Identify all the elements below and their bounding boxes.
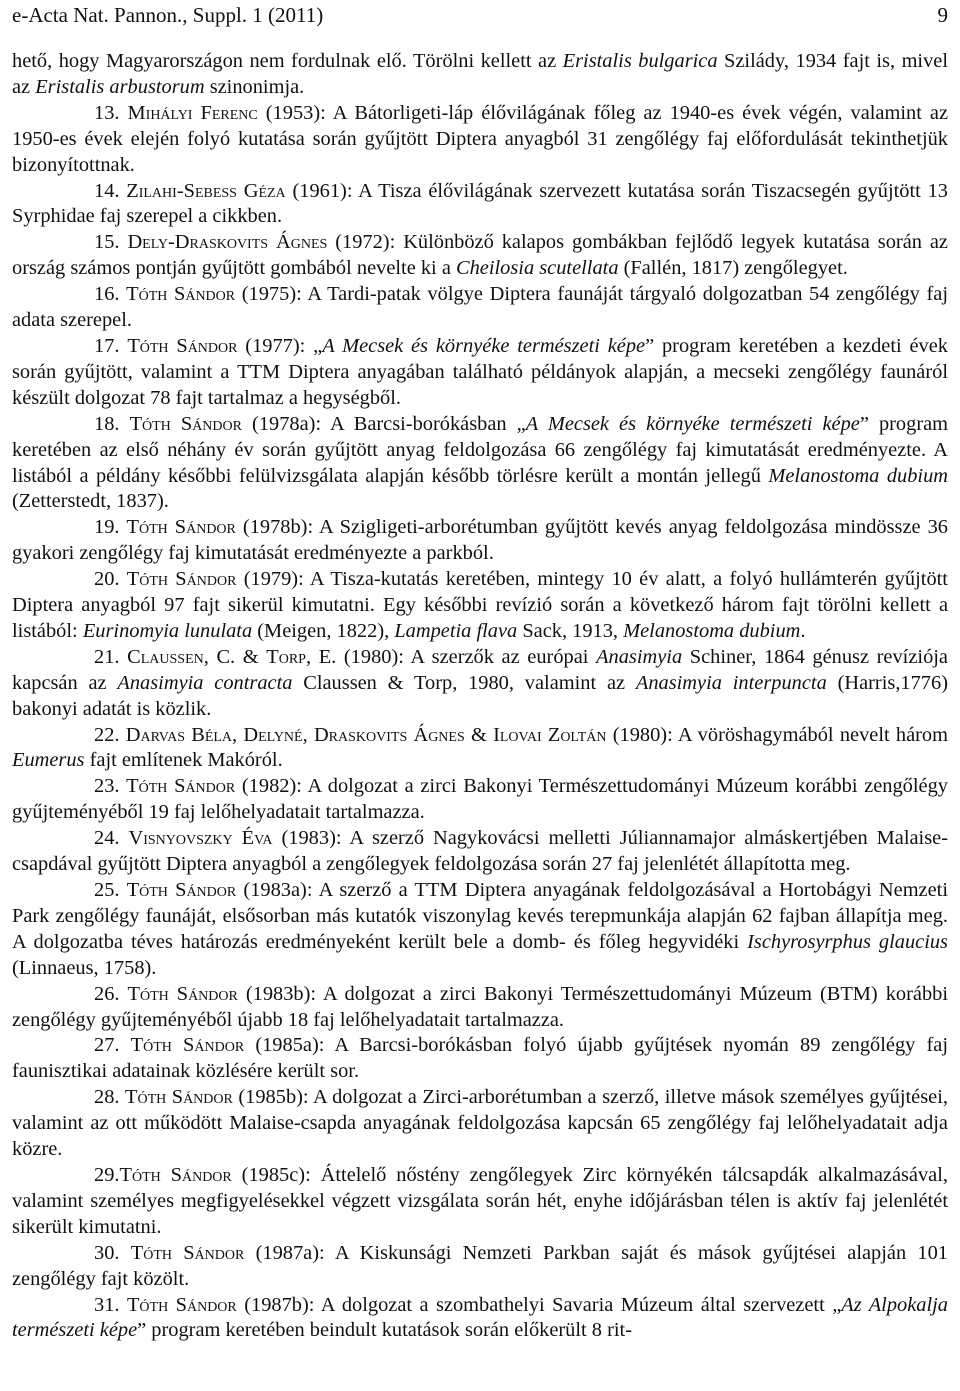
author-name: Tóth Sándor — [125, 1086, 233, 1109]
text-run: 15. — [94, 231, 128, 254]
text-run: (Zetterstedt, 1837). — [12, 490, 169, 513]
taxon-or-title-italic: Eristalis arbustorum — [35, 75, 205, 98]
author-name: Tóth Sándor — [127, 982, 238, 1005]
literature-entry — [12, 1163, 948, 1241]
taxon-or-title-italic: Melanostoma dubium — [623, 619, 801, 642]
text-run: 26. — [94, 982, 128, 1005]
running-header — [12, 0, 948, 40]
text-run: (1980): A vöröshagymából nevelt három — [606, 723, 948, 746]
text-run: 28. — [94, 1086, 125, 1109]
author-name: Claussen — [127, 645, 204, 668]
text-run: , — [232, 723, 244, 746]
text-run: (1985a): A Barcsi-borókásban folyó újabb gyűjtések nyomán 89 zengőlégy faj faunisztikai adatainak közlésére került sor. — [12, 1034, 949, 1083]
literature-entry — [12, 1085, 948, 1163]
taxon-or-title-italic: Az Alpokalja természeti képe — [12, 1293, 949, 1342]
page-number: 9 — [937, 3, 948, 27]
text-run: (Fallén, 1817) zengőlegyet. — [618, 257, 848, 280]
text-run: 13. — [94, 101, 128, 124]
text-run: (1975): A Tardi-patak völgye Diptera faunáját tárgyaló dolgozatban 54 zengőlégy faj adata szerepel. — [12, 283, 948, 332]
text-run: , E. (1980): A szerzők az európai — [305, 645, 597, 668]
text-run: (Linnaeus, 1758). — [12, 956, 157, 979]
text-run: 25. — [94, 879, 127, 901]
taxon-or-title-italic: Anasimyia interpuncta — [635, 671, 827, 694]
author-name: Darvas Béla — [125, 723, 233, 746]
text-run: (1985c): Áttelelő nőstény zengőlegyek Zirc környékén tálcsapdák alkalmazásával, valamint személyes megfigyelésekkel végzett vizsgálata során hét, enyhe időjárásban télen is aktív faj jelenlétét sikerült kimutatni. — [12, 1163, 948, 1238]
author-name: Mihályi Ferenc — [127, 101, 258, 124]
text-run: 17. — [94, 334, 128, 357]
text-run: (1987b): A dolgozat a szombathelyi Savaria Múzeum által szervezett „ — [236, 1293, 842, 1316]
author-name: Tóth Sándor — [119, 1163, 232, 1186]
text-run: (1983b): A dolgozat a zirci Bakonyi Természettudományi Múzeum (BTM) korábbi zengőlégy gyűjteményéből újabb 18 faj lelőhelyadatait tartalmazza. — [12, 982, 949, 1031]
text-run: 21. — [94, 645, 128, 668]
author-name: Draskovits Ágnes — [313, 723, 465, 746]
text-run: ” program keretében az első néhány év során gyűjtött anyag feldolgozása 66 zengőlégy faj kimutatását eredményezte. A listából a példány későbbi felülvizsgálata alapján később törlésre került a montán jellegű — [12, 412, 949, 487]
text-run: 20. — [94, 568, 127, 591]
text-run: 16. — [94, 283, 127, 306]
author-name: Delyné — [243, 723, 303, 746]
author-name: Tóth Sándor — [126, 516, 236, 539]
text-run: (1983): A szerző Nagykovácsi melletti Júliannamajor almáskertjében Malaise-csapdával gyűjtött Diptera anyagból a zengőlegyek feldolgozása során 27 faj jelenlétét állapította meg. — [12, 827, 948, 876]
text-run: 18. — [94, 412, 130, 435]
text-run: 22. — [94, 723, 126, 746]
literature-entry — [12, 101, 948, 179]
continued-paragraph — [12, 49, 948, 101]
author-name: Tóth Sándor — [126, 568, 237, 591]
literature-entry — [12, 774, 948, 826]
author-name: Ilovai Zoltán — [493, 723, 607, 746]
text-run: 27. — [94, 1034, 131, 1057]
text-run: (1979): A Tisza-kutatás keretében, mintegy 10 év alatt, a folyó hullámterén gyűjtött Diptera anyagból 97 fajt sikerül kimutatni. Egy későbbi revízió során a következő három fajt törölni kellett a listából: — [12, 568, 948, 642]
author-name: Visnyovszky Éva — [128, 827, 273, 850]
text-run: , — [302, 723, 314, 746]
literature-entry — [12, 1033, 948, 1085]
journal-citation: e-Acta Nat. Pannon., Suppl. 1 (2011) — [12, 3, 324, 27]
literature-entry — [12, 982, 948, 1034]
taxon-or-title-italic: A Mecsek és környéke természeti képe — [525, 412, 860, 435]
author-name: Tóth Sándor — [126, 775, 236, 798]
literature-entry — [12, 282, 948, 334]
taxon-or-title-italic: Cheilosia scutellata — [455, 257, 619, 280]
body-text — [12, 49, 948, 1344]
taxon-or-title-italic: Melanostoma dubium — [768, 464, 948, 487]
literature-entry — [12, 567, 948, 645]
text-run: (Harris,1776) bakonyi adatát is közlik. — [12, 671, 948, 720]
author-name: Tóth Sándor — [130, 1241, 245, 1264]
author-name: Torp — [266, 645, 306, 668]
literature-entry — [12, 1241, 948, 1293]
taxon-or-title-italic: Eurinomyia lunulata — [82, 619, 253, 642]
text-run: 31. — [94, 1293, 127, 1316]
literature-entry — [12, 826, 948, 878]
literature-entry — [12, 230, 948, 282]
taxon-or-title-italic: A Mecsek és környéke természeti képe — [322, 334, 646, 357]
taxon-or-title-italic: Anasimyia — [596, 645, 683, 668]
taxon-or-title-italic: Anasimyia contracta — [117, 671, 293, 694]
taxon-or-title-italic: Ischyrosyrphus glaucius — [747, 930, 948, 953]
taxon-or-title-italic: Eumerus — [12, 749, 85, 772]
text-run: Claussen & Torp, 1980, valamint az — [292, 671, 636, 694]
text-run: (1983a): A szerző a TTM Diptera anyagának feldolgozásával a Hortobágyi Nemzeti Park zengőlégy faunáját, elsősorban más kutatók viszonylag kevés terepmunkája alapján 62 fajban állapítja meg. A dolgozatba téves határozás eredményeként került bele a domb- és főleg hegyvidéki — [12, 879, 948, 953]
text-run: szinonimja. — [204, 75, 305, 98]
literature-entry — [12, 515, 948, 567]
author-name: Zilahi-Sebess Géza — [126, 179, 286, 202]
text-run: & — [464, 723, 494, 746]
author-name: Dely-Draskovits Ágnes — [127, 231, 328, 254]
text-run: (1978b): A Szigligeti-arborétumban gyűjtött kevés anyag feldolgozása mindössze 36 gyakori zengőlégy faj kimutatását eredményezte a parkból. — [12, 516, 948, 565]
text-run: , C. & — [203, 645, 267, 668]
literature-entry — [12, 723, 948, 775]
author-name: Tóth Sándor — [126, 1293, 237, 1316]
text-run: 14. — [94, 179, 127, 202]
text-run: ” program keretében a kezdeti évek során gyűjtött, valamint a TTM Diptera anyagában található példányok alapján, a mecseki zengőlégy faunáról készült dolgozat 78 fajt tartalmaz a hegységből. — [12, 334, 948, 409]
text-run: (1977): „ — [237, 334, 323, 357]
taxon-or-title-italic: Eristalis bulgarica — [562, 50, 718, 72]
author-name: Tóth Sándor — [129, 412, 242, 435]
author-name: Tóth Sándor — [126, 283, 236, 306]
author-name: Tóth Sándor — [127, 334, 238, 357]
literature-entry — [12, 412, 948, 516]
text-run: fajt említenek Makóról. — [84, 749, 283, 772]
text-run: hető, hogy Magyarországon nem fordulnak elő. Törölni kellett az — [12, 50, 563, 72]
literature-entry — [12, 179, 948, 231]
author-name: Tóth Sándor — [130, 1034, 245, 1057]
text-run: (Meigen, 1822), — [252, 619, 395, 642]
text-run: (1987a): A Kiskunsági Nemzeti Parkban saját és mások gyűjtései alapján 101 zengőlégy fajt közölt. — [12, 1241, 948, 1290]
text-run: 24. — [94, 827, 129, 850]
taxon-or-title-italic: Lampetia flava — [394, 619, 518, 642]
text-run: (1972): Különböző kalapos gombákban fejlődő legyek kutatása során az ország számos pontján gyűjtött gombából nevelte ki a — [12, 231, 948, 280]
text-run: Sack, 1913, — [517, 619, 624, 642]
text-run: Szilády, 1934 fajt is, mivel az — [12, 50, 949, 98]
literature-entry — [12, 334, 948, 412]
text-run: . — [800, 619, 806, 642]
text-run: (1982): A dolgozat a zirci Bakonyi Természettudományi Múzeum korábbi zengőlégy gyűjteményéből 19 faj lelőhelyadatait tartalmazza. — [12, 775, 948, 824]
text-run: (1961): A Tisza élővilágának szervezett kutatása során Tiszacsegén gyűjtött 13 Syrphidae faj szerepel a cikkben. — [12, 179, 948, 228]
text-run: (1985b): A dolgozat a Zirci-arborétumban a szerző, illetve mások személyes gyűjtései, valamint az ott működött Malaise-csapda anyagának feldolgozása kapcsán 65 zengőlégy faj lelőhelyadatait adja közre. — [12, 1086, 948, 1161]
author-name: Tóth Sándor — [126, 879, 237, 901]
text-run: 30. — [94, 1241, 131, 1264]
literature-entry — [12, 878, 948, 982]
text-run: (1953): A Bátorligeti-láp élővilágának főleg az 1940-es évek végén, valamint az 1950-es évek elején folyó kutatása során gyűjtött Diptera anyagból 31 zengőlégy faj előfordulását tekinthetjük bizonyítottnak. — [12, 101, 948, 176]
text-run: 19. — [94, 516, 127, 539]
text-run: 29. — [94, 1163, 120, 1186]
text-run: (1978a): A Barcsi-borókásban „ — [241, 412, 526, 435]
literature-entry — [12, 1293, 948, 1345]
text-run: ” program keretében beindult kutatások során előkerült 8 rit- — [137, 1319, 632, 1342]
text-run: Schiner, 1864 génusz revíziója kapcsán az — [12, 645, 948, 694]
text-run: 23. — [94, 775, 127, 798]
literature-entry — [12, 645, 948, 723]
